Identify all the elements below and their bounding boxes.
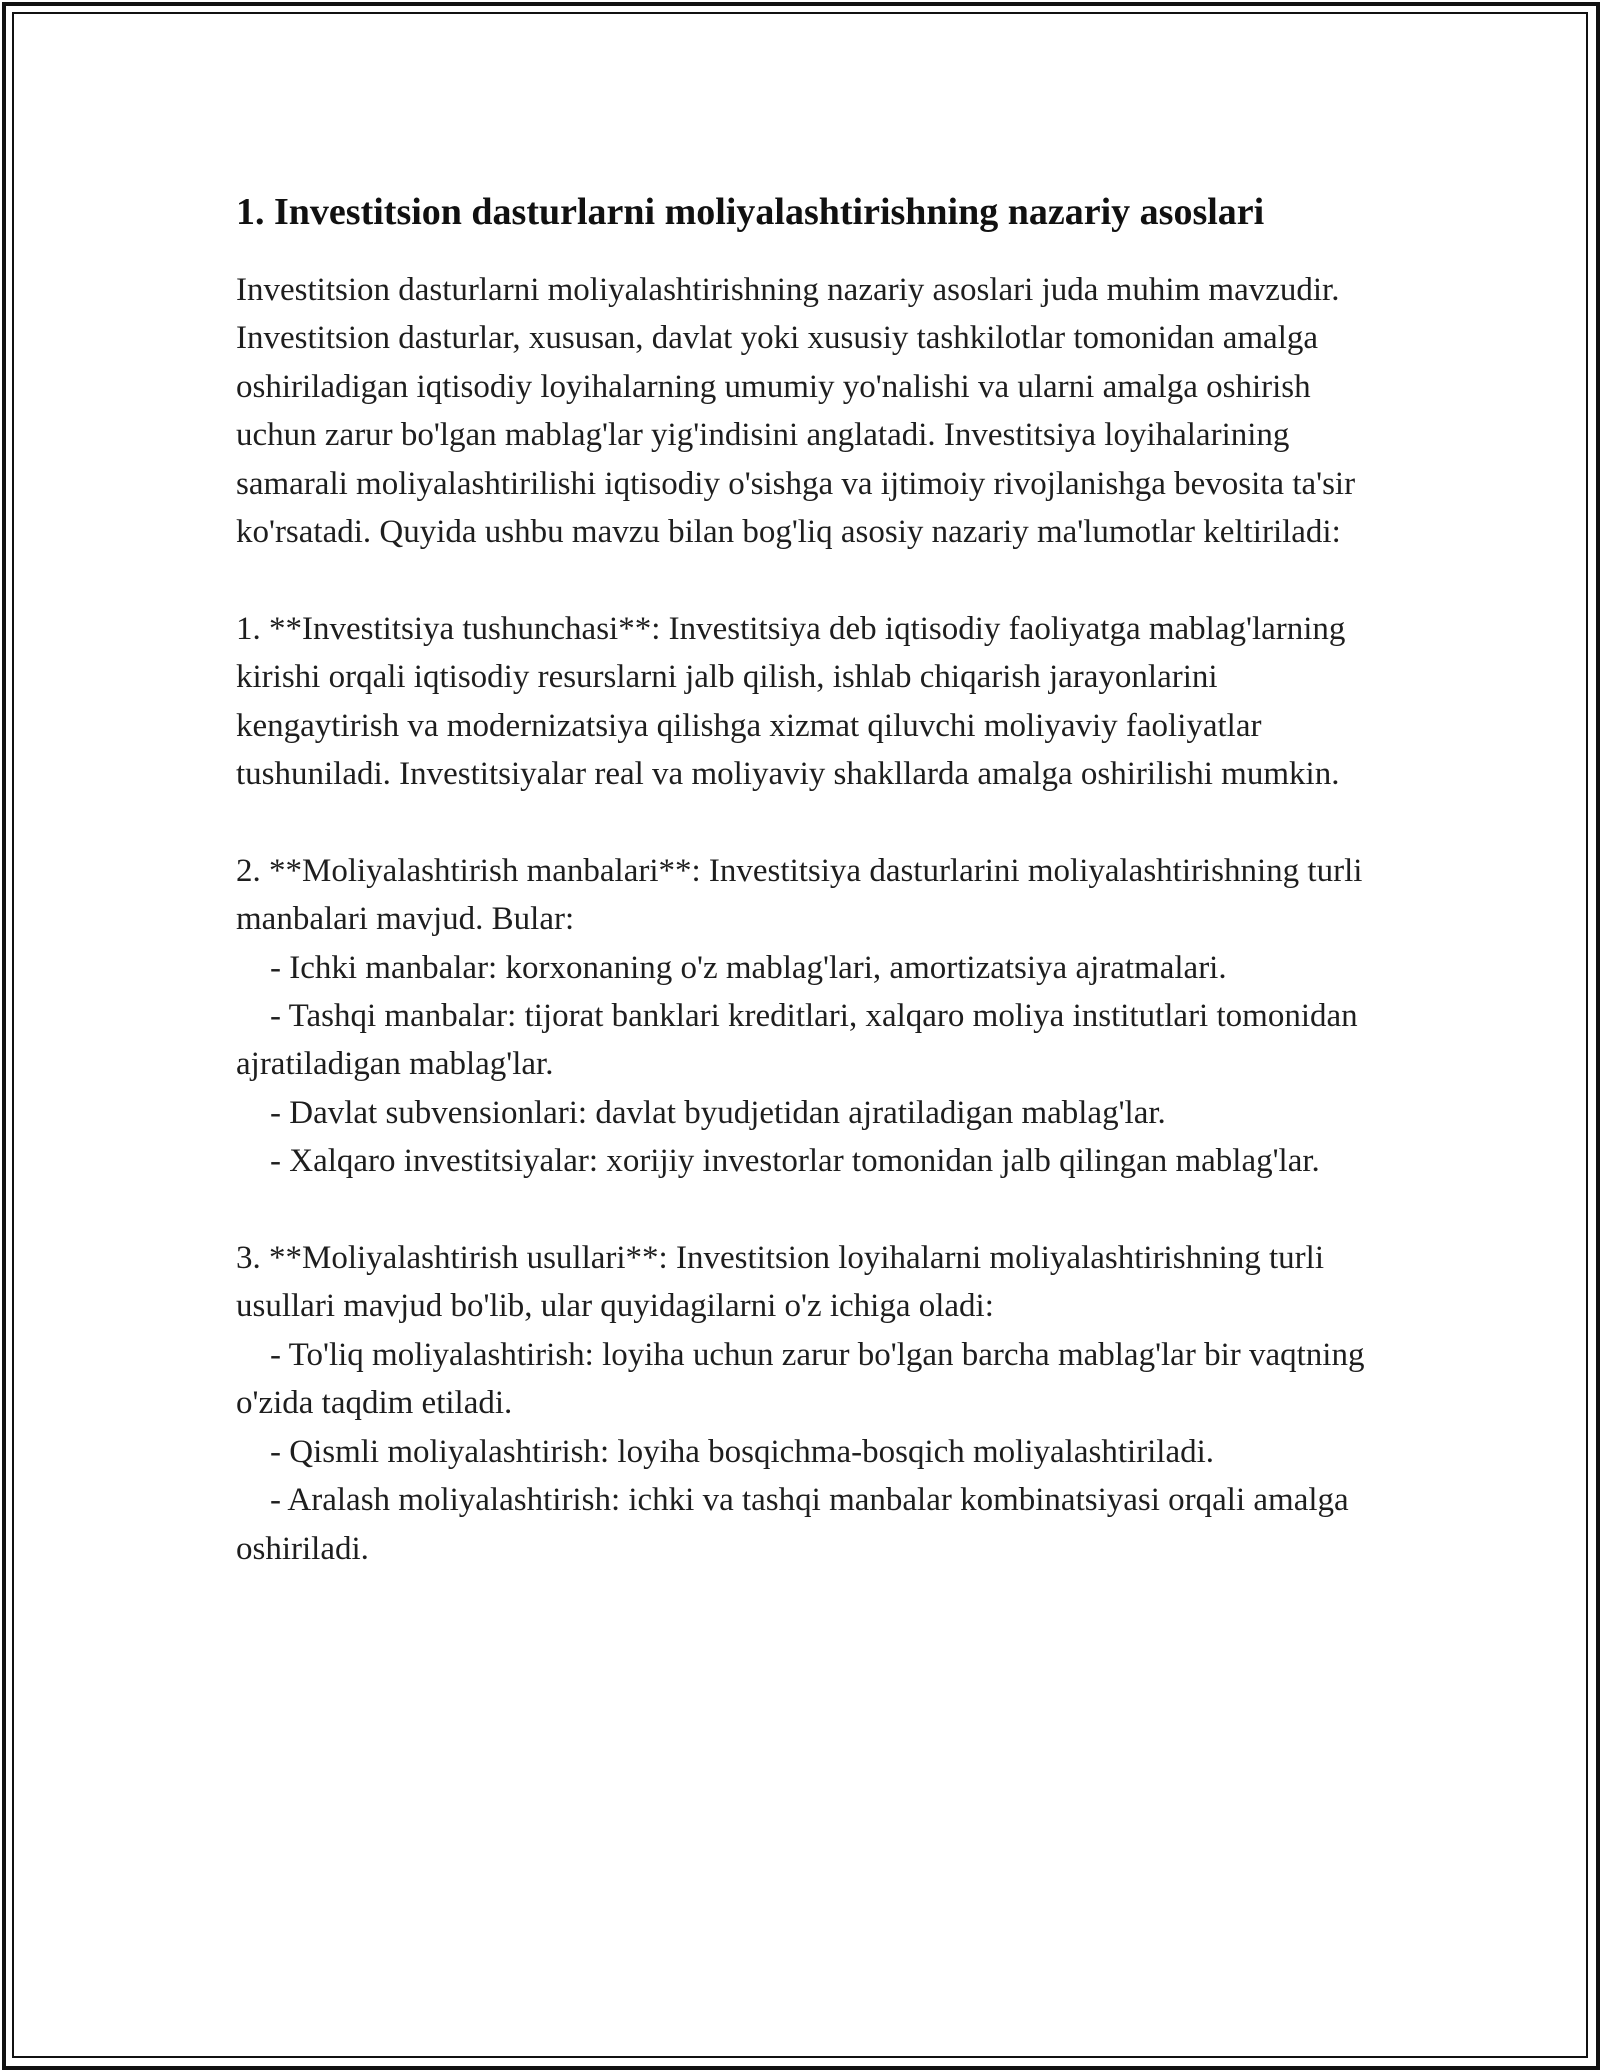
- list-item: [236, 1137, 1386, 1185]
- list-item: [236, 944, 1386, 992]
- list-item: [236, 1428, 1386, 1476]
- section-2-item-3: - Davlat subvensionlari: davlat byudjetidan ajratiladigan mablag'lar.: [270, 1094, 1166, 1131]
- paragraph-gap: [236, 1186, 1386, 1234]
- document-page: [236, 185, 1386, 1573]
- section-2-item-4: - Xalqaro investitsiyalar: xorijiy investorlar tomonidan jalb qilingan mablag'lar.: [270, 1143, 1320, 1180]
- section-2-item-1: - Ichki manbalar: korxonaning o'z mablag'lari, amortizatsiya ajratmalari.: [270, 949, 1227, 986]
- paragraph-gap: [236, 556, 1386, 604]
- section-2-lead: 2. **Moliyalashtirish manbalari**: Investitsiya dasturlarini moliyalashtirishning turli manbalari mavjud. Bular:: [236, 852, 1371, 938]
- list-item: [236, 992, 1386, 1089]
- section-3-lead: 3. **Moliyalashtirish usullari**: Investitsion loyihalarni moliyalashtirishning turli usullari mavjud bo'lib, ular quyidagilarni o'z ichiga oladi:: [236, 1240, 1333, 1325]
- list-item: [236, 1089, 1386, 1137]
- section-1-paragraph: 1. **Investitsiya tushunchasi**: Investitsiya deb iqtisodiy faoliyatga mablag'larning kirishi orqali iqtisodiy resurslarni jalb qilish, ishlab chiqarish jarayonlarini kengaytirish va modernizatsiya qilishga xizmat qiluvchi moliyaviy faoliyatlar tushuniladi. Investitsiyalar real va moliyaviy shakllarda amalga oshirilishi mumkin.: [236, 610, 1354, 793]
- section-3-item-2: - Qismli moliyalashtirish: loyiha bosqichma-bosqich moliyalashtiriladi.: [270, 1433, 1215, 1470]
- list-item: [236, 1476, 1386, 1573]
- intro-paragraph: Investitsion dasturlarni moliyalashtirishning nazariy asoslari juda muhim mavzudir. Investitsion dasturlar, xususan, davlat yoki xususiy tashkilotlar tomonidan amalga oshiriladigan iqtisodiy loyihalarning umumiy yo'nalishi va ularni amalga oshirish uchun zarur bo'lgan mablag'lar yig'indisini anglatadi. Investitsiya loyihalarining samarali moliyalashtirilishi iqtisodiy o'sishga va ijtimoiy rivojlanishga bevosita ta'sir ko'rsatadi. Quyida ushbu mavzu bilan bog'liq asosiy nazariy ma'lumotlar keltiriladi:: [236, 272, 1364, 551]
- document-title: 1. Investitsion dasturlarni moliyalashtirishning nazariy asoslari: [236, 191, 1265, 233]
- list-item: [236, 1331, 1386, 1428]
- paragraph-gap: [236, 798, 1386, 846]
- section-2-item-2: - Tashqi manbalar: tijorat banklari kreditlari, xalqaro moliya institutlari tomonidan ajratiladigan mablag'lar.: [236, 998, 1366, 1083]
- section-3-item-1: - To'liq moliyalashtirish: loyiha uchun zarur bo'lgan barcha mablag'lar bir vaqtning o'zida taqdim etiladi.: [236, 1336, 1373, 1422]
- section-3-item-3: - Aralash moliyalashtirish: ichki va tashqi manbalar kombinatsiyasi orqali amalga oshiriladi.: [236, 1482, 1357, 1567]
